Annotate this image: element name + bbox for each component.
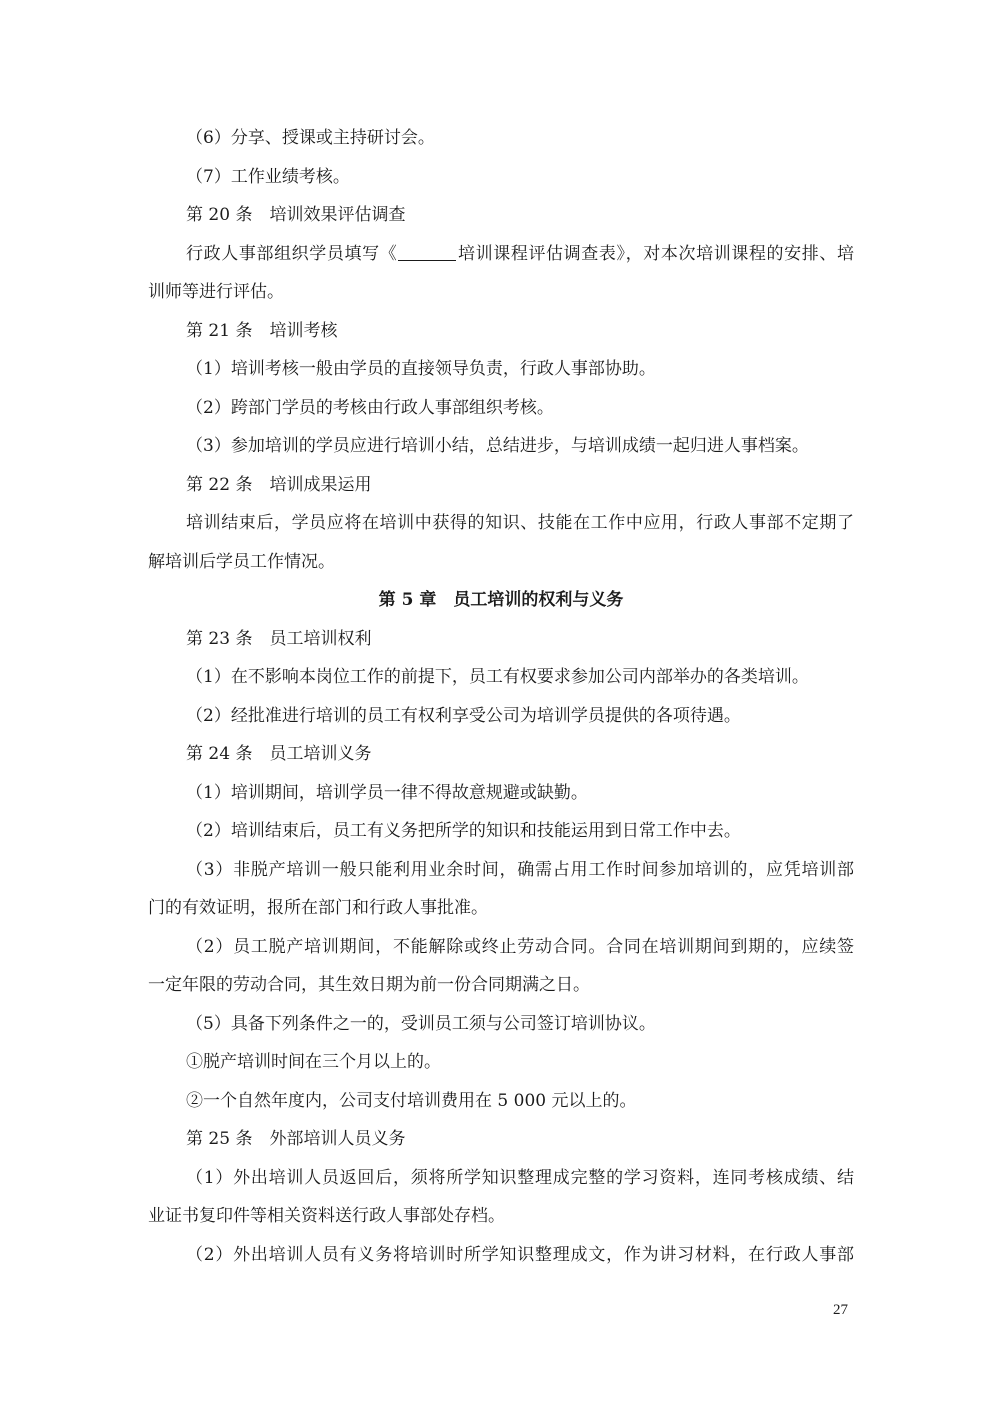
article-heading: 第 21 条 培训考核 xyxy=(186,320,338,341)
paragraph-line-with-blank xyxy=(148,235,854,274)
paragraph-line: ②一个自然年度内，公司支付培训费用在 5 000 元以上的。 xyxy=(186,1090,637,1111)
form-line-suffix: 培训课程评估调查表》，对本次培训课程的安排、培 xyxy=(457,243,854,264)
fill-in-blank xyxy=(398,243,456,261)
article-heading: 第 23 条 员工培训权利 xyxy=(186,628,372,649)
paragraph-line: （1）在不影响本岗位工作的前提下，员工有权要求参加公司内部举办的各类培训。 xyxy=(186,667,809,687)
paragraph-line: （2）员工脱产培训期间，不能解除或终止劳动合同。合同在培训期间到期的，应续签 xyxy=(186,936,854,957)
paragraph-line: 训师等进行评估。 xyxy=(148,282,284,302)
page-number: 27 xyxy=(833,1302,848,1318)
paragraph-line: （2）经批准进行培训的员工有权利享受公司为培训学员提供的各项待遇。 xyxy=(186,705,741,726)
article-heading: 第 25 条 外部培训人员义务 xyxy=(186,1129,406,1149)
paragraph-line: （2）外出培训人员有义务将培训时所学知识整理成文，作为讲习材料，在行政人事部 xyxy=(186,1244,854,1265)
paragraph-line: 培训结束后，学员应将在培训中获得的知识、技能在工作中应用，行政人事部不定期了 xyxy=(186,513,854,533)
document-body xyxy=(148,119,854,1274)
paragraph-line: （1）培训期间，培训学员一律不得故意规避或缺勤。 xyxy=(186,782,588,803)
paragraph-line: 解培训后学员工作情况。 xyxy=(148,551,335,572)
paragraph-line: （2）培训结束后，员工有义务把所学的知识和技能运用到日常工作中去。 xyxy=(186,821,741,841)
paragraph-line: （2）跨部门学员的考核由行政人事部组织考核。 xyxy=(186,397,554,418)
chapter-heading: 第 5 章 员工培训的权利与义务 xyxy=(378,590,624,610)
article-heading: 第 22 条 培训成果运用 xyxy=(186,474,372,495)
paragraph-line: （1）外出培训人员返回后，须将所学知识整理成完整的学习资料，连同考核成绩、结 xyxy=(186,1167,854,1188)
paragraph-line: （1）培训考核一般由学员的直接领导负责，行政人事部协助。 xyxy=(186,359,656,379)
paragraph-line: （5）具备下列条件之一的，受训员工须与公司签订培训协议。 xyxy=(186,1013,656,1034)
article-heading: 第 20 条 培训效果评估调查 xyxy=(186,205,406,225)
paragraph-line: 门的有效证明，报所在部门和行政人事批准。 xyxy=(148,898,488,918)
paragraph-line: （3）参加培训的学员应进行培训小结，总结进步，与培训成绩一起归进人事档案。 xyxy=(186,436,809,456)
article-heading: 第 24 条 员工培训义务 xyxy=(186,744,372,764)
paragraph-line: 一定年限的劳动合同，其生效日期为前一份合同期满之日。 xyxy=(148,975,590,995)
paragraph-line: （7）工作业绩考核。 xyxy=(186,166,350,187)
paragraph-line: ①脱产培训时间在三个月以上的。 xyxy=(186,1052,441,1072)
paragraph-line: 业证书复印件等相关资料送行政人事部处存档。 xyxy=(148,1206,505,1226)
paragraph-line: （6）分享、授课或主持研讨会。 xyxy=(186,128,435,148)
form-line-prefix: 行政人事部组织学员填写《 xyxy=(186,243,398,264)
paragraph-line: （3）非脱产培训一般只能利用业余时间，确需占用工作时间参加培训的，应凭培训部 xyxy=(186,859,854,880)
